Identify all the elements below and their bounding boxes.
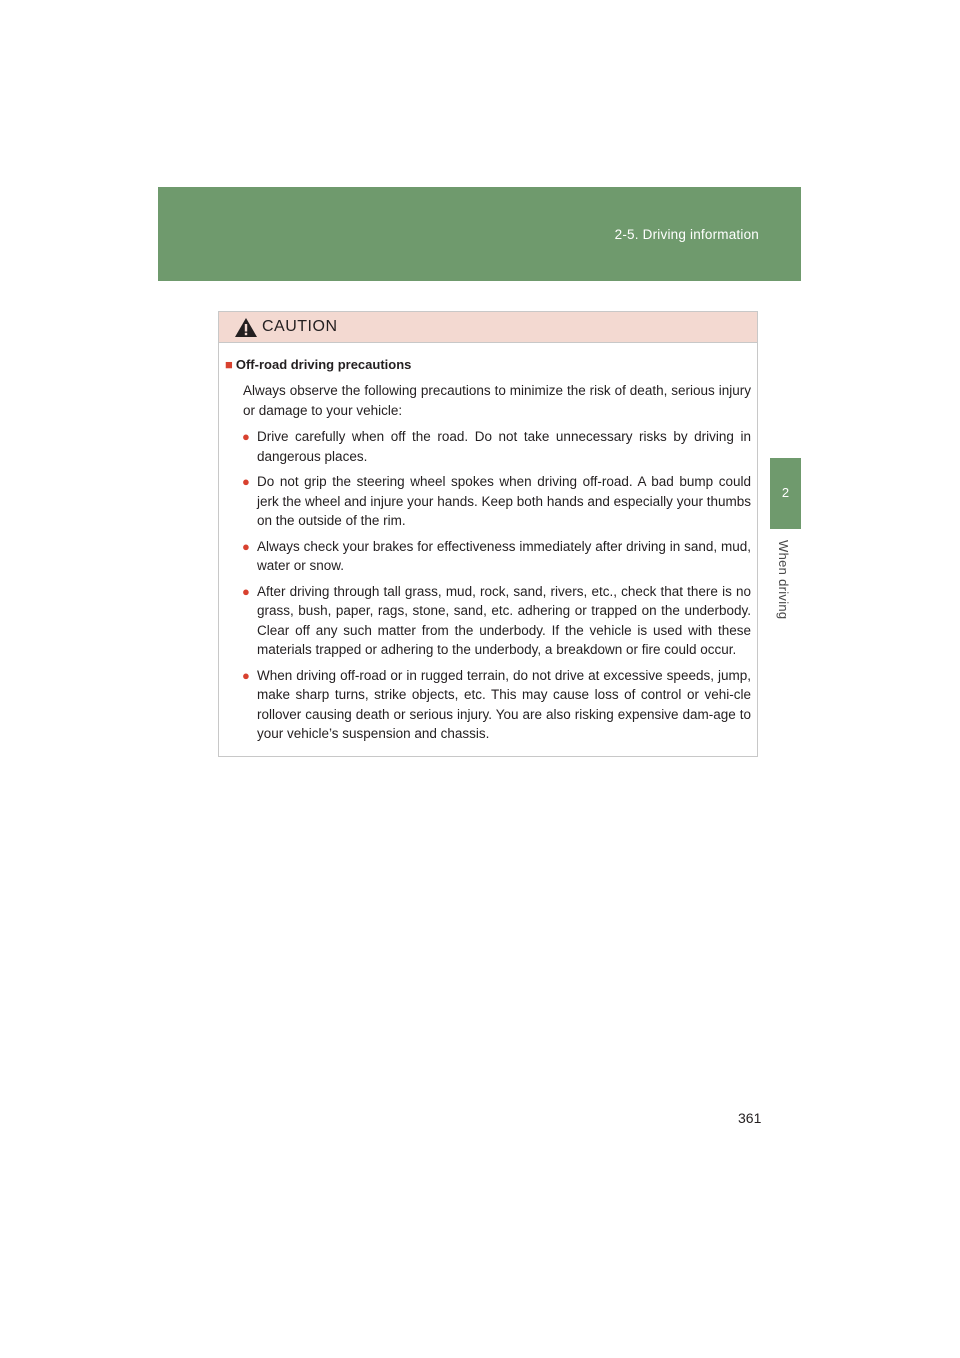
- caution-intro: Always observe the following precautions to minimize the risk of death, serious injury or damage to your vehicle:: [243, 383, 751, 418]
- bullet-dot-icon: ●: [242, 667, 250, 683]
- bullet-dot-icon: ●: [242, 429, 250, 444]
- chapter-title: When driving: [776, 540, 791, 620]
- bullet-dot-icon: ●: [242, 474, 250, 489]
- caution-bullet: [242, 537, 751, 576]
- caution-heading-text: Off-road driving precautions: [235, 357, 412, 372]
- square-bullet-icon: ■: [225, 357, 233, 372]
- caution-title: CAUTION: [262, 318, 338, 335]
- caution-bullet-text: Do not grip the steering wheel spokes when driving off-road. A bad bump could jerk the wheel and injure your hands. Keep both hands and especially your thumbs on the outside of the rim.: [257, 474, 751, 528]
- warning-icon: [234, 317, 258, 338]
- bullet-dot-icon: ●: [242, 538, 250, 554]
- bullet-dot-icon: ●: [242, 583, 250, 599]
- caution-header: [219, 312, 757, 343]
- section-title: 2-5. Driving information: [614, 227, 759, 242]
- caution-bullet: [242, 666, 751, 744]
- caution-bullets: [225, 427, 751, 744]
- caution-bullet: [242, 427, 751, 466]
- caution-bullet-text: Drive carefully when off the road. Do not take unnecessary risks by driving in dangerous places.: [257, 429, 751, 464]
- caution-bullet: [242, 472, 751, 531]
- chapter-tab: [770, 458, 801, 529]
- chapter-number: 2: [781, 485, 790, 500]
- caution-bullet-text: When driving off-road or in rugged terrain, do not drive at excessive speeds, jump, make sharp turns, strike objects, etc. This may cause loss of control or vehi-cle rollover causing death or serious injury. You are also risking expensive dam-age to your vehicle’s suspension and chassis.: [257, 667, 751, 741]
- caution-bullet: [242, 582, 751, 660]
- page-number: 361: [738, 1110, 762, 1126]
- caution-bullet-text: After driving through tall grass, mud, rock, sand, rivers, etc., check that there is no grass, bush, paper, rags, stone, sand, etc. adhering or trapped on the underbody. Clear off any such matter from the underbody. If the vehicle is used with these materials trapped or adhering to the underbody, a breakdown or fire could occur.: [257, 583, 751, 657]
- header-bar: [158, 187, 801, 281]
- caution-bullet-text: Always check your brakes for effectiveness immediately after driving in sand, mud, water or snow.: [257, 538, 751, 573]
- caution-body: [219, 343, 757, 744]
- caution-heading: [225, 355, 751, 375]
- caution-box: [218, 311, 758, 757]
